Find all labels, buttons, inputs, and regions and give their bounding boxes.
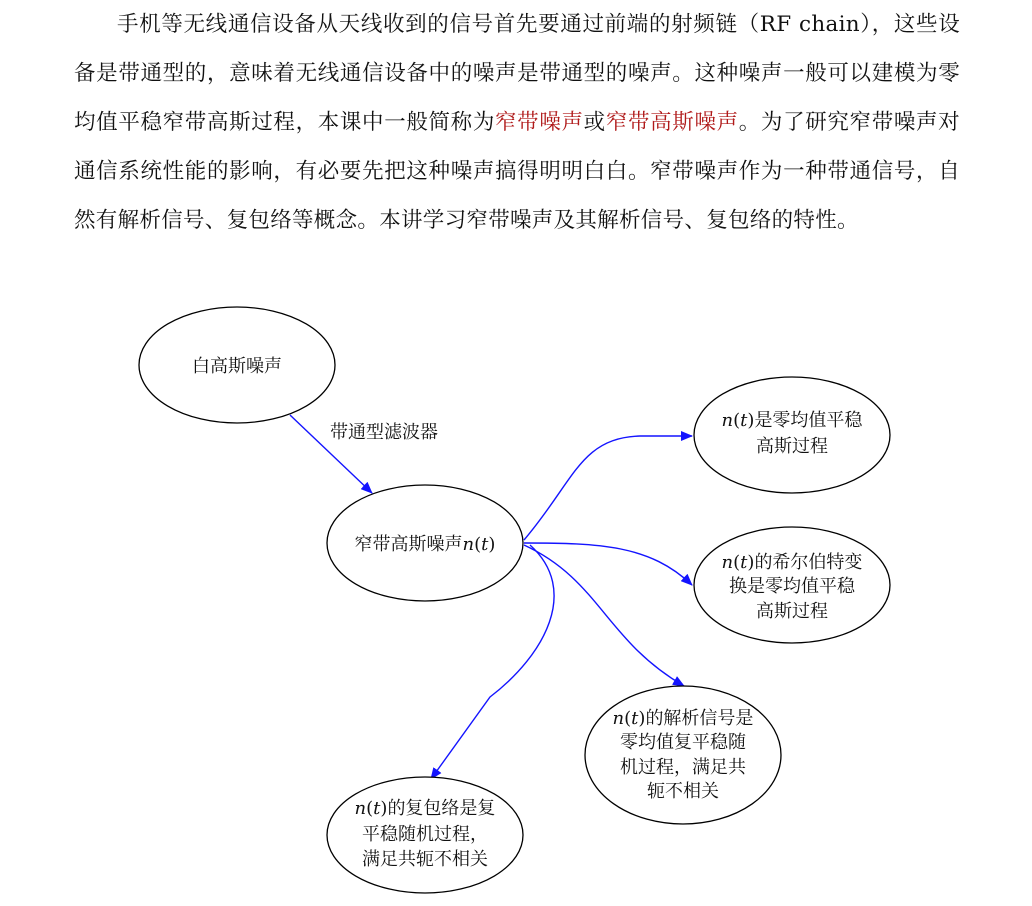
node-analytic-line-2: 零均值复平稳随 bbox=[620, 732, 746, 753]
paragraph-connector: 或 bbox=[583, 110, 606, 135]
symbol-n: n bbox=[721, 552, 734, 573]
symbol-paren-close: ) bbox=[638, 708, 646, 729]
node-analytic-line-4: 轭不相关 bbox=[647, 781, 719, 802]
edge-narrowband-to-analytic bbox=[524, 545, 684, 686]
node-analytic-line-3: 机过程，满足共 bbox=[620, 757, 746, 778]
symbol-n: n bbox=[612, 708, 625, 729]
node-stationary-line-2: 高斯过程 bbox=[756, 436, 828, 457]
symbol-t: t bbox=[373, 798, 381, 819]
node-narrowband-noise-label bbox=[355, 534, 496, 555]
node-hilbert-text-1: 的希尔伯特变 bbox=[754, 552, 863, 573]
symbol-paren-open: ( bbox=[624, 708, 632, 729]
paragraph-text-2: 。为了研究窄带噪声对通信系统性能的影响，有必要先把这种噪声搞得明明白白。窄带噪声作为一种带通信号，自然有解析信号、复包络等概念。本讲学习窄带噪声及其解析信号、复包络的特性。 bbox=[74, 110, 960, 233]
node-hilbert-line-2: 换是零均值平稳 bbox=[729, 576, 855, 597]
edge-narrowband-to-stationary bbox=[524, 436, 692, 540]
node-hilbert-line-1 bbox=[722, 552, 863, 573]
symbol-paren-open: ( bbox=[474, 534, 482, 555]
node-analytic-signal bbox=[585, 686, 781, 824]
node-stationary-line-1 bbox=[722, 410, 864, 431]
symbol-paren-close: ) bbox=[747, 410, 755, 431]
term-narrowband-gaussian-noise: 窄带高斯噪声 bbox=[605, 110, 739, 135]
node-hilbert-line-3: 高斯过程 bbox=[756, 601, 828, 622]
edge-label-bandpass-filter: 带通型滤波器 bbox=[330, 422, 438, 443]
symbol-paren-close: ) bbox=[380, 798, 388, 819]
node-envelope-line-1 bbox=[355, 798, 496, 819]
node-white-gaussian-noise-label: 白高斯噪声 bbox=[192, 356, 282, 377]
symbol-t: t bbox=[740, 552, 748, 573]
term-narrowband-noise: 窄带噪声 bbox=[495, 110, 584, 135]
node-analytic-line-1 bbox=[613, 708, 754, 729]
node-stationary-text-1: 是零均值平稳 bbox=[754, 410, 863, 431]
node-envelope-line-2: 平稳随机过程， bbox=[362, 824, 488, 845]
symbol-paren-open: ( bbox=[733, 410, 741, 431]
symbol-t: t bbox=[631, 708, 639, 729]
symbol-n: n bbox=[462, 534, 475, 555]
edge-narrowband-to-hilbert bbox=[524, 543, 692, 585]
node-narrowband-noise-text: 窄带高斯噪声 bbox=[354, 534, 463, 555]
node-envelope-text-1: 的复包络是复 bbox=[387, 798, 496, 819]
symbol-n: n bbox=[354, 798, 367, 819]
symbol-paren-open: ( bbox=[733, 552, 741, 573]
paragraph-text-1: 手机等无线通信设备从天线收到的信号首先要通过前端的射频链（RF chain），这些设备是带通型的，意味着无线通信设备中的噪声是带通型的噪声。这种噪声一般可以建模为零均值平稳窄带高斯过程，本课中一般简称为 bbox=[74, 12, 960, 135]
node-analytic-text-1: 的解析信号是 bbox=[645, 708, 754, 729]
symbol-n: n bbox=[721, 410, 734, 431]
symbol-paren-close: ) bbox=[747, 552, 755, 573]
symbol-t: t bbox=[481, 534, 489, 555]
symbol-paren-open: ( bbox=[366, 798, 374, 819]
node-stationary-gaussian bbox=[694, 377, 890, 493]
symbol-t: t bbox=[740, 410, 748, 431]
symbol-paren-close: ) bbox=[488, 534, 496, 555]
node-envelope-line-3: 满足共轭不相关 bbox=[362, 849, 488, 870]
